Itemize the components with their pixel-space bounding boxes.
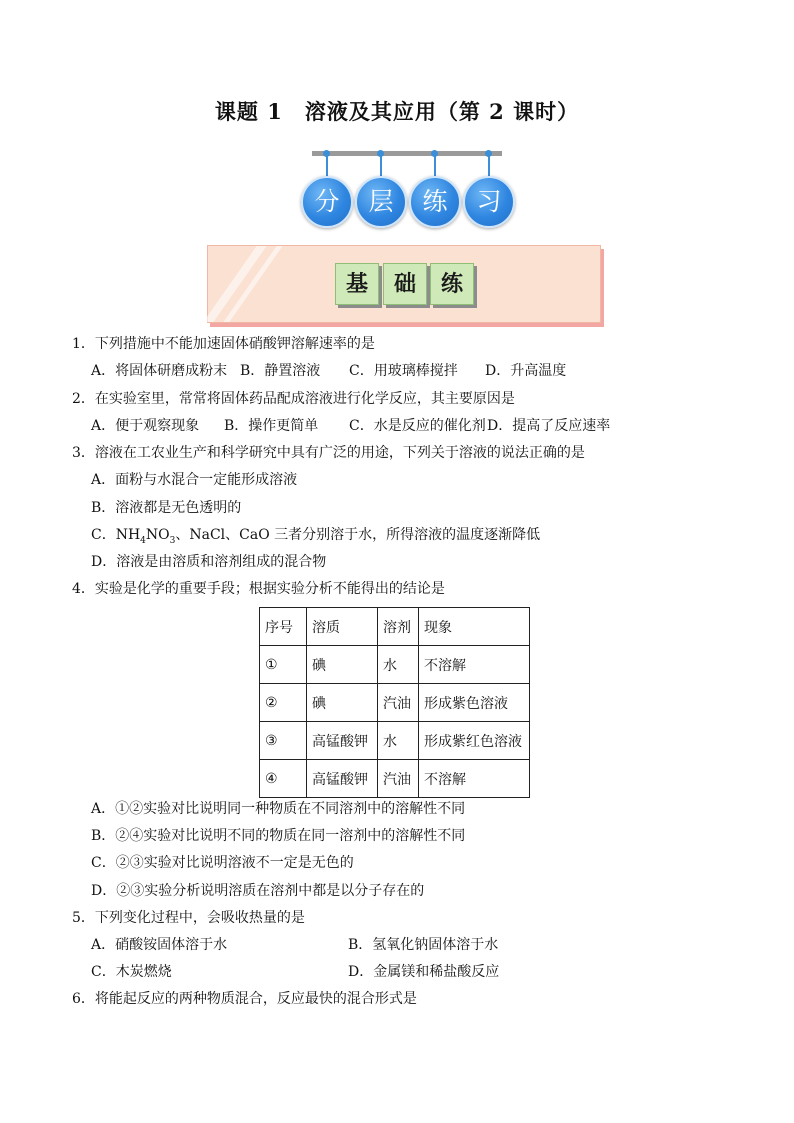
hanging-string [434, 155, 436, 177]
table-header-row [260, 608, 530, 646]
subscript: 3 [169, 535, 176, 546]
table-row [260, 722, 530, 760]
table-cell: 高锰酸钾 [307, 760, 378, 798]
table-row [260, 760, 530, 798]
header-circle-4: 习 [463, 176, 515, 228]
question-3-option-c [91, 526, 540, 550]
table-cell: 高锰酸钾 [307, 722, 378, 760]
question-1-stem: 1．下列措施中不能加速固体硝酸钾溶解速率的是 [72, 336, 375, 352]
lesson-title: 课题 1 溶液及其应用（第 2 课时） [214, 99, 580, 124]
table-cell: 不溶解 [419, 646, 530, 684]
table-cell: 碘 [307, 684, 378, 722]
question-4-option-a: A．①②实验对比说明同一种物质在不同溶剂中的溶解性不同 [91, 801, 466, 817]
table-header-cell: 序号 [260, 608, 307, 646]
table-cell: ④ [260, 760, 307, 798]
question-4-option-b: B．②④实验对比说明不同的物质在同一溶剂中的溶解性不同 [91, 828, 466, 844]
subscript: 4 [140, 535, 146, 546]
question-3-option-a: A．面粉与水混合一定能形成溶液 [91, 472, 298, 488]
table-cell: 水 [378, 646, 419, 684]
question-3-option-b: B．溶液都是无色透明的 [91, 500, 242, 516]
question-1-option-b: B．静置溶液 [240, 363, 321, 379]
banner-tile-3: 练 [430, 263, 474, 305]
question-1-option-c: C．用玻璃棒搅拌 [349, 363, 458, 379]
hanging-rail [312, 151, 502, 156]
question-2-option-b: B．操作更简单 [224, 418, 319, 434]
hanging-string [380, 155, 382, 177]
question-4-option-c: C．②③实验对比说明溶液不一定是无色的 [91, 855, 354, 871]
question-5-option-c: C．木炭燃烧 [91, 964, 172, 980]
table-cell: 形成紫红色溶液 [419, 722, 530, 760]
table-cell: ③ [260, 722, 307, 760]
experiment-table [259, 607, 530, 798]
question-1-option-a: A．将固体研磨成粉末 [91, 363, 228, 379]
question-5-option-d: D．金属镁和稀盐酸反应 [348, 964, 500, 980]
table-cell: 不溶解 [419, 760, 530, 798]
table-cell: ② [260, 684, 307, 722]
question-1-option-d: D．升高温度 [485, 363, 567, 379]
question-3-option-d: D．溶液是由溶质和溶剂组成的混合物 [91, 554, 327, 570]
question-2-option-d: D．提高了反应速率 [487, 418, 611, 434]
rail-pin [485, 150, 492, 157]
banner-tile-2: 础 [383, 263, 427, 305]
question-5-stem: 5．下列变化过程中，会吸收热量的是 [72, 910, 305, 926]
option-c-prefix: C．NH [91, 527, 141, 543]
table-cell: 汽油 [378, 684, 419, 722]
table-cell: 形成紫色溶液 [419, 684, 530, 722]
option-c-mid: NO [145, 527, 170, 543]
hanging-string [488, 155, 490, 177]
table-cell: ① [260, 646, 307, 684]
table-cell: 碘 [307, 646, 378, 684]
banner-tile-1: 基 [335, 263, 379, 305]
table-row [260, 646, 530, 684]
table-header-cell: 溶质 [307, 608, 378, 646]
rail-pin [377, 150, 384, 157]
question-6-stem: 6．将能起反应的两种物质混合，反应最快的混合形式是 [72, 991, 417, 1007]
header-circle-1: 分 [301, 176, 353, 228]
question-2-stem: 2．在实验室里，常常将固体药品配成溶液进行化学反应，其主要原因是 [72, 391, 515, 407]
header-circle-3: 练 [409, 176, 461, 228]
table-header-cell: 溶剂 [378, 608, 419, 646]
rail-pin [431, 150, 438, 157]
section-banner [207, 245, 601, 323]
question-4-option-d: D．②③实验分析说明溶质在溶剂中都是以分子存在的 [91, 883, 425, 899]
question-5-option-a: A．硝酸铵固体溶于水 [91, 937, 228, 953]
hanging-string [326, 155, 328, 177]
question-5-option-b: B．氢氧化钠固体溶于水 [348, 937, 499, 953]
table-cell: 水 [378, 722, 419, 760]
table-row [260, 684, 530, 722]
question-2-option-a: A．便于观察现象 [91, 418, 200, 434]
header-circle-2: 层 [355, 176, 407, 228]
table-header-cell: 现象 [419, 608, 530, 646]
question-3-stem: 3．溶液在工农业生产和科学研究中具有广泛的用途，下列关于溶液的说法正确的是 [72, 445, 585, 461]
rail-pin [323, 150, 330, 157]
option-c-suffix: 、NaCl、CaO 三者分别溶于水，所得溶液的温度逐渐降低 [175, 527, 541, 543]
question-2-option-c: C．水是反应的催化剂 [349, 418, 486, 434]
question-4-stem: 4．实验是化学的重要手段；根据实验分析不能得出的结论是 [72, 581, 445, 597]
table-cell: 汽油 [378, 760, 419, 798]
